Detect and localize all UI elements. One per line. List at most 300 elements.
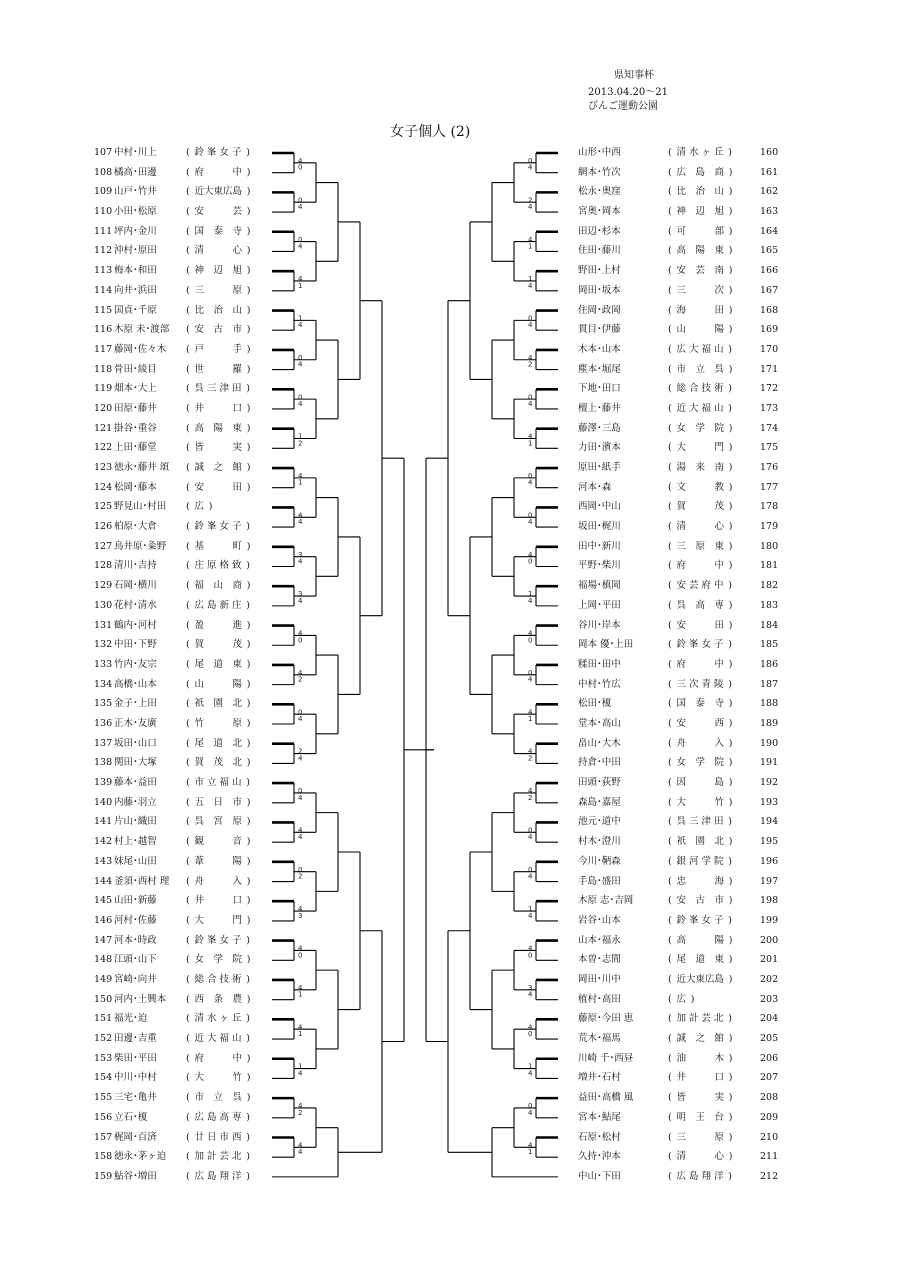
entry-number: 161	[760, 166, 779, 178]
entry-number: 138	[94, 757, 113, 769]
entry-number: 211	[760, 1151, 779, 1163]
entry-school: ( 湯 来 南 )	[668, 462, 733, 474]
match-score: 0	[298, 787, 303, 796]
entry-school: ( 清 心 )	[186, 245, 251, 257]
entry-names: 下地･田口	[578, 383, 621, 395]
entry-number: 136	[94, 718, 113, 729]
match-score: 4	[298, 321, 303, 330]
match-score: 0	[298, 196, 303, 205]
match-score: 0	[298, 235, 303, 244]
entry-names: 橘高･田邊	[114, 166, 157, 178]
match-score: 0	[528, 393, 533, 402]
match-score: 2	[298, 872, 303, 881]
entry-names: 徳永･藤井 頌	[114, 462, 170, 474]
entry-names: 福光･迫	[114, 1013, 148, 1025]
entry-school: ( 祇 園 北 )	[186, 698, 251, 710]
entry-number: 165	[760, 245, 779, 257]
entry-number: 184	[760, 619, 779, 631]
match-score: 4	[298, 833, 303, 842]
entry-school: ( 呉 三 津 田 )	[668, 816, 732, 828]
match-score: 3	[298, 550, 303, 559]
entry-number: 187	[760, 678, 779, 690]
entry-school: ( 近大東広島 )	[186, 186, 251, 198]
entry-number: 212	[760, 1170, 779, 1182]
entry-number: 195	[760, 836, 779, 848]
entry-school: ( 井 口 )	[186, 895, 251, 907]
entry-names: 野田･上村	[578, 265, 621, 277]
match-score: 1	[298, 314, 303, 323]
entry-number: 174	[760, 422, 779, 434]
match-score: 4	[528, 1141, 533, 1150]
entry-school: ( 山 陽 )	[186, 678, 251, 690]
match-score: 4	[298, 511, 303, 520]
match-score: 0	[528, 511, 533, 520]
entry-school: ( 井 口 )	[186, 402, 251, 414]
match-score: 1	[298, 432, 303, 441]
entry-school: ( 女 学 院 )	[668, 757, 733, 769]
match-score: 4	[528, 675, 533, 684]
entry-names: 田頭･荻野	[578, 777, 621, 789]
entry-school: ( 清 心 )	[668, 521, 733, 533]
entry-number: 128	[94, 560, 113, 572]
match-score: 0	[528, 314, 533, 323]
entry-number: 188	[760, 698, 779, 710]
match-score: 4	[298, 518, 303, 527]
entry-school: ( 加 計 芸 北 )	[668, 1013, 732, 1025]
entry-school: ( 竹 原 )	[186, 718, 251, 729]
entry-names: 上田･藤堂	[114, 442, 157, 454]
entry-number: 139	[94, 777, 113, 789]
entry-names: 田辺･杉本	[578, 225, 621, 237]
entry-names: 河本･森	[578, 481, 612, 493]
entry-school: ( 因 島 )	[668, 777, 733, 789]
entry-number: 124	[94, 481, 113, 493]
match-score: 0	[528, 472, 533, 481]
entry-school: ( 舟 入 )	[186, 875, 251, 887]
entry-names: 鳥井原･粂野	[114, 540, 167, 552]
entry-school: ( 市 立 呉 )	[186, 1092, 251, 1104]
match-score: 0	[528, 668, 533, 677]
match-score: 1	[298, 990, 303, 999]
entry-names: 原田･紙手	[578, 462, 621, 474]
entry-names: 柏原･大倉	[114, 521, 157, 533]
match-score: 4	[528, 399, 533, 408]
match-score: 4	[298, 242, 303, 251]
entry-number: 109	[94, 186, 113, 198]
entry-number: 182	[760, 580, 779, 592]
entry-school: ( 広 )	[668, 993, 695, 1005]
entry-school: ( 呉 三 津 田 )	[186, 383, 250, 395]
entry-school: ( 広 島 翔 洋 )	[668, 1170, 732, 1182]
entry-number: 207	[760, 1072, 779, 1084]
entry-number: 205	[760, 1033, 779, 1045]
entry-number: 189	[760, 718, 779, 729]
entry-number: 111	[94, 225, 113, 237]
entry-number: 206	[760, 1052, 779, 1064]
entry-number: 180	[760, 540, 779, 552]
entry-names: 住岡･政岡	[578, 304, 621, 316]
match-score: 4	[528, 911, 533, 920]
match-score: 1	[298, 1062, 303, 1071]
match-score: 4	[528, 203, 533, 212]
entry-names: 竹内･友宗	[114, 658, 157, 670]
entry-school: ( 府 中 )	[668, 560, 733, 572]
match-score: 0	[528, 636, 533, 645]
entry-number: 107	[94, 147, 113, 158]
entry-number: 171	[760, 363, 779, 375]
entry-names: 岩谷･山本	[578, 914, 621, 926]
entry-number: 146	[94, 914, 113, 926]
entry-number: 210	[760, 1131, 779, 1143]
entry-number: 134	[94, 678, 113, 690]
entry-number: 115	[94, 304, 113, 316]
entry-school: ( 鈴 峯 女 子 )	[186, 521, 250, 533]
entry-number: 164	[760, 225, 779, 237]
entry-school: ( 尾 道 東 )	[668, 954, 733, 966]
match-score: 4	[298, 983, 303, 992]
entry-school: ( 西 条 農 )	[186, 993, 251, 1005]
match-score: 4	[298, 793, 303, 802]
match-score: 2	[298, 439, 303, 448]
entry-number: 148	[94, 954, 113, 966]
match-score: 4	[298, 629, 303, 638]
match-score: 2	[528, 360, 533, 369]
entry-school: ( 祇 園 北 )	[668, 836, 733, 848]
entry-number: 119	[94, 383, 113, 395]
entry-school: ( 府 中 )	[186, 1052, 251, 1064]
match-score: 4	[528, 747, 533, 756]
entry-names: 檀上･藤井	[578, 402, 621, 414]
entry-number: 133	[94, 658, 113, 670]
entry-number: 143	[94, 855, 113, 867]
entry-number: 118	[94, 363, 113, 375]
entry-number: 140	[94, 796, 113, 808]
entry-names: 宮崎･向井	[114, 973, 157, 985]
entry-school: ( 三 次 青 陵 )	[668, 678, 732, 690]
match-score: 4	[528, 872, 533, 881]
entry-number: 120	[94, 402, 113, 414]
entry-names: 荒木･福馬	[578, 1033, 621, 1045]
match-score: 1	[528, 1148, 533, 1157]
entry-school: ( 安 田 )	[668, 619, 733, 631]
entry-number: 191	[760, 757, 779, 769]
entry-school: ( 安 芸 府 中 )	[668, 580, 732, 592]
entry-school: ( 市 立 福 山 )	[186, 777, 250, 789]
entry-names: 石岡･横川	[114, 580, 157, 592]
entry-school: ( 誠 之 館 )	[186, 462, 251, 474]
entry-number: 145	[94, 895, 113, 907]
match-score: 4	[528, 990, 533, 999]
entry-number: 192	[760, 777, 779, 789]
entry-names: 田原･藤井	[114, 402, 157, 414]
entry-number: 173	[760, 402, 779, 414]
match-score: 4	[298, 668, 303, 677]
match-score: 0	[528, 865, 533, 874]
entry-names: 山田･新藤	[114, 895, 157, 907]
match-score: 4	[528, 235, 533, 244]
entry-names: 山本･福永	[578, 934, 621, 946]
entry-names: 福場･槙岡	[578, 580, 621, 592]
entry-names: 田邊･吉重	[114, 1033, 157, 1045]
entry-names: 藤岡･佐々木	[114, 343, 167, 355]
entry-names: 梶岡･百済	[114, 1131, 157, 1143]
match-score: 4	[298, 157, 303, 165]
entry-names: 木本･山本	[578, 343, 621, 355]
entry-school: ( 安 田 )	[186, 481, 251, 493]
entry-school: ( 比 治 山 )	[668, 186, 733, 198]
entry-number: 114	[94, 284, 113, 296]
entry-school: ( 海 田 )	[668, 304, 733, 316]
event-venue: びんご運動公園	[588, 101, 658, 112]
entry-school: ( 戸 手 )	[186, 343, 251, 355]
entry-names: 木原 志･吉岡	[578, 895, 634, 907]
match-score: 3	[298, 911, 303, 920]
entry-school: ( 三 原 )	[668, 1131, 733, 1143]
entry-names: 中村･竹広	[578, 678, 621, 690]
entry-school: ( 皆 実 )	[186, 442, 251, 454]
entry-number: 117	[94, 343, 113, 355]
match-score: 1	[528, 439, 533, 448]
entry-school: ( 清 水 ヶ 丘 )	[668, 147, 732, 158]
entry-number: 112	[94, 245, 113, 257]
entry-number: 150	[94, 993, 113, 1005]
entry-school: ( 大 竹 )	[186, 1072, 251, 1084]
entry-names: 内藤･羽立	[114, 796, 157, 808]
match-score: 0	[298, 708, 303, 717]
match-score: 2	[528, 196, 533, 205]
entry-number: 170	[760, 343, 779, 355]
match-score: 0	[298, 636, 303, 645]
entry-number: 194	[760, 816, 779, 828]
entry-names: 藤原･今田 恵	[578, 1013, 634, 1025]
entry-school: ( 基 町 )	[186, 540, 251, 552]
entry-names: 河内･土興本	[114, 993, 167, 1005]
entry-names: 野見山･村田	[114, 501, 167, 513]
entry-names: 河本･時政	[114, 934, 157, 946]
entry-names: 柴田･平田	[114, 1052, 157, 1064]
entry-school: ( 広 島 高 専 )	[186, 1111, 250, 1123]
entry-names: 宮奥･岡本	[578, 206, 621, 218]
entry-school: ( 比 治 山 )	[186, 304, 251, 316]
match-score: 4	[528, 432, 533, 441]
entry-names: 松岡･藤本	[114, 481, 157, 493]
entry-school: ( 安 芸 南 )	[668, 265, 733, 277]
match-score: 2	[528, 793, 533, 802]
entry-names: 住田･藤川	[578, 245, 621, 257]
match-score: 2	[298, 675, 303, 684]
entry-number: 199	[760, 914, 779, 926]
entry-school: ( 鈴 峯 女 子 )	[186, 147, 250, 158]
entry-names: 益田･高橋 風	[578, 1092, 634, 1104]
match-score: 1	[528, 275, 533, 284]
match-score: 4	[298, 203, 303, 212]
entry-number: 110	[94, 206, 113, 218]
entry-school: ( 舟 入 )	[668, 737, 733, 749]
match-score: 0	[528, 826, 533, 835]
match-score: 4	[528, 596, 533, 605]
entry-school: ( 安 古 市 )	[186, 324, 251, 336]
match-score: 3	[528, 983, 533, 992]
entry-number: 155	[94, 1092, 113, 1104]
entry-school: ( 清 心 )	[668, 1151, 733, 1163]
match-score: 3	[298, 590, 303, 599]
entry-number: 203	[760, 993, 779, 1005]
entry-school: ( 山 陽 )	[668, 324, 733, 336]
entry-names: 畠山･大木	[578, 737, 621, 749]
entry-number: 179	[760, 521, 779, 533]
entry-number: 108	[94, 166, 113, 178]
match-score: 4	[528, 833, 533, 842]
entry-names: 村上･越智	[114, 836, 157, 848]
match-score: 4	[298, 1141, 303, 1150]
entry-names: 妹尾･山田	[114, 855, 157, 867]
entry-names: 畑本･大上	[114, 383, 157, 395]
entry-number: 186	[760, 658, 779, 670]
entry-names: 村木･澄川	[578, 836, 621, 848]
entry-school: ( 府 中 )	[668, 658, 733, 670]
entry-names: 片山･織田	[114, 816, 157, 828]
entry-school: ( 庄 原 格 致 )	[186, 560, 250, 572]
entry-names: 河村･佐藤	[114, 914, 157, 926]
entry-number: 127	[94, 540, 113, 552]
match-score: 4	[528, 518, 533, 527]
entry-school: ( 高 陽 東 )	[186, 422, 251, 434]
entry-number: 172	[760, 383, 779, 395]
entry-names: 本曽･志間	[578, 954, 621, 966]
match-score: 0	[528, 1030, 533, 1039]
entry-names: 立石･榎	[114, 1111, 148, 1123]
entry-school: ( 呉 高 専 )	[668, 599, 733, 611]
entry-number: 154	[94, 1072, 113, 1084]
entry-school: ( 広 島 新 庄 )	[186, 599, 250, 611]
entry-number: 208	[760, 1092, 779, 1104]
match-score: 4	[528, 478, 533, 487]
match-score: 0	[298, 353, 303, 362]
match-score: 1	[528, 1062, 533, 1071]
match-score: 4	[528, 708, 533, 717]
match-score: 4	[298, 1069, 303, 1078]
entry-school: ( 安 芸 )	[186, 206, 251, 218]
entry-school: ( 呉 宮 原 )	[186, 816, 251, 828]
entry-number: 131	[94, 619, 113, 631]
match-score: 4	[298, 905, 303, 914]
entry-school: ( 安 古 市 )	[668, 895, 733, 907]
entry-names: 三宅･亀井	[114, 1092, 157, 1104]
entry-names: 国貞･千原	[114, 304, 157, 316]
entry-number: 149	[94, 973, 113, 985]
match-score: 4	[528, 1069, 533, 1078]
entry-names: 釜須･西村 理	[114, 875, 170, 887]
entry-names: 上岡･平田	[578, 599, 621, 611]
entry-school: ( 三 原 )	[186, 284, 251, 296]
entry-school: ( 世 羅 )	[186, 363, 251, 375]
entry-names: 藤澤･三島	[578, 422, 621, 434]
entry-school: ( 加 計 芸 北 )	[186, 1151, 250, 1163]
entry-school: ( 広 )	[186, 501, 213, 513]
match-score: 4	[298, 1102, 303, 1111]
entry-school: ( 観 音 )	[186, 836, 251, 848]
match-score: 4	[528, 281, 533, 290]
match-score: 0	[298, 163, 303, 172]
entry-number: 153	[94, 1052, 113, 1064]
entry-names: 力田･濱本	[578, 442, 621, 454]
entry-school: ( 清 水 ヶ 丘 )	[186, 1013, 250, 1025]
entry-school: ( 五 日 市 )	[186, 796, 251, 808]
match-score: 4	[528, 944, 533, 953]
entry-names: 沖村･原田	[114, 245, 157, 257]
entry-school: ( 銀 河 学 院 )	[668, 855, 732, 867]
entry-names: 田中･新川	[578, 540, 621, 552]
entry-school: ( 文 教 )	[668, 481, 733, 493]
match-score: 2	[528, 754, 533, 763]
entry-school: ( 廿 日 市 西 )	[186, 1131, 250, 1143]
match-score: 4	[528, 353, 533, 362]
entry-school: ( 井 口 )	[668, 1072, 733, 1084]
entry-number: 202	[760, 973, 779, 985]
event-name: 県知事杯	[614, 70, 654, 81]
entry-school: ( 近大東広島 )	[668, 973, 733, 985]
entry-names: 松田･榎	[578, 698, 612, 710]
entry-school: ( 市 立 呉 )	[668, 363, 733, 375]
entry-names: 鮎谷･増田	[114, 1170, 157, 1182]
entry-number: 151	[94, 1013, 113, 1025]
entry-school: ( 安 西 )	[668, 718, 733, 729]
entry-number: 176	[760, 462, 779, 474]
entry-school: ( 高 陽 東 )	[668, 245, 733, 257]
match-score: 1	[298, 478, 303, 487]
entry-school: ( 皆 実 )	[668, 1092, 733, 1104]
entry-school: ( 府 中 )	[186, 166, 251, 178]
entry-names: 石原･松村	[578, 1131, 621, 1143]
entry-number: 144	[94, 875, 113, 887]
match-score: 4	[298, 754, 303, 763]
entry-number: 135	[94, 698, 113, 710]
match-score: 4	[298, 399, 303, 408]
entry-number: 183	[760, 599, 779, 611]
entry-names: 坂田･梶川	[578, 521, 621, 533]
entry-school: ( 国 泰 寺 )	[186, 225, 251, 237]
entry-school: ( 女 学 院 )	[186, 954, 251, 966]
entry-number: 175	[760, 442, 779, 454]
entry-names: 久持･沖本	[578, 1151, 621, 1163]
entry-school: ( 盈 進 )	[186, 619, 251, 631]
entry-names: 今川･鞆森	[578, 855, 621, 867]
entry-names: 清川･吉持	[114, 560, 157, 572]
entry-school: ( 神 辺 旭 )	[186, 265, 251, 277]
entry-school: ( 誠 之 館 )	[668, 1033, 733, 1045]
entry-school: ( 神 辺 旭 )	[668, 206, 733, 218]
match-score: 4	[298, 360, 303, 369]
match-score: 4	[528, 629, 533, 638]
match-score: 1	[528, 715, 533, 724]
entry-names: 持倉･中田	[578, 757, 621, 769]
match-score: 4	[298, 826, 303, 835]
match-score: 2	[298, 747, 303, 756]
entry-number: 185	[760, 639, 779, 651]
match-score: 4	[528, 163, 533, 172]
entry-school: ( 大 門 )	[668, 442, 733, 454]
match-score: 4	[528, 321, 533, 330]
entry-number: 121	[94, 422, 113, 434]
entry-names: 網本･竹次	[578, 166, 621, 178]
entry-number: 169	[760, 324, 779, 336]
entry-names: 糅田･田中	[578, 658, 621, 670]
entry-number: 162	[760, 186, 779, 198]
entry-names: 森島･嘉屋	[578, 796, 621, 808]
match-score: 0	[528, 157, 533, 165]
entry-names: 掛谷･重谷	[114, 422, 157, 434]
entry-number: 160	[760, 147, 779, 158]
